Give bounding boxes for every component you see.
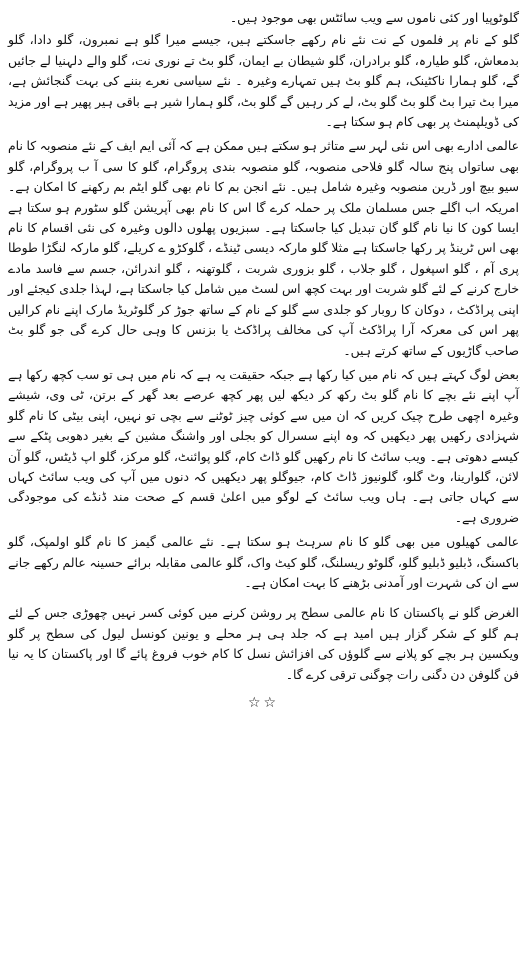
article-paragraph: عالمی ادارے بھی اس نئی لہر سے متاثر ہو سکتے ہیں ممکن ہے کہ آئی ایم ایف کے نئے منصوبہ کا نام بھی ساتواں پنج سالہ گلو فلاحی منصوبہ، گلو منصوبہ بندی پروگرام، گلو کا سی آ ب پروگرام، گلو سیو بیچ اور ڈرین منصوبہ وغیرہ شامل ہیں۔ نئے انجن بم کا نام بھی گلو ایٹم بم رکھنے کا امکان ہے۔ امریکہ اب اگلے جس مسلمان ملک پر حملہ کرے گا اس کا نام بھی آپریشن گلو سٹورم ہو سکتا ہے ایسا کون کا نیا نام گلو گان تبدیل کیا جاسکتا ہے۔ سبزیوں پھلوں دالوں وغیرہ کی نئی اقسام کا نام بھی اس ٹرینڈ پر رکھا جاسکتا ہے مثلا گلو مارکہ دیسی ٹینڈے ، گلوکڑو ے کریلے، گلو مارکہ لنگڑا طوطا پری آم ، گلو اسپغول ، گلو جلاب ، گلو بزوری شربت ، گلوتھنہ ، گلو اندرائن، جسم سے فاسد مادے خارج کرنے کے لئے گلو شربت اور بہت کچھ اس لسٹ میں شامل کیا جاسکتا ہے، لہذا جلدی کیجئے اور اپنی پراڈکٹ ، دوکان کا روبار کو جلدی سے گلو کے نام کے ساتھ جوڑ کر گلوٹریڈ مارک اپنے نام کرالیں پھر اس کی معرکہ آرا پراڈکٹ آپ کی مخالف پراڈکٹ یا بزنس کا وہی حال کرے گی جو گلو بٹ صاحب گاڑیوں کے ساتھ کرتے ہیں۔	[8, 138, 519, 358]
article-paragraph: گلو کے نام پر فلموں کے نت نئے نام رکھے جاسکتے ہیں، جیسے میرا گلو ہے نمبرون، گلو دادا، گلو بدمعاش، گلو طیارہ، گلو برادران، گلو شیطان بے ایمان، گلو بٹ تے نوری نت، گلو والے دلہنیا لے جائیں گے، گلو ہمارا ناکٹینک، ہم گلو بٹ ہیں تمہارے وغیرہ ۔ نئے سیاسی نعرے بننے کی بہت گنجائش ہے، میرا بٹ تیرا بٹ گلو بٹ گلو بٹ، لے کر رہیں گے گلو بٹ، گلو ہمارا شیر ہے باقی ہیر پھیر ہے اور مزید کی ڈویلپمنٹ پر بھی کام ہو سکتا ہے۔	[8, 32, 519, 130]
article-paragraph: الغرض گلو نے پاکستان کا نام عالمی سطح پر روشن کرنے میں کوئی کسر نہیں چھوڑی جس کے لئے ہم گلو کے شکر گزار ہیں امید ہے کہ جلد ہی ہر محلے و یونین کونسل لیول کی سطح پر گلو ویکسین ہر بچے کو پلانے سے گلوؤں کی افزائش نسل کا کام خوب فروغ پائے گا اور پاکستان کا یہ نیا فن گلوفن دن دگنی رات چوگنی ترقی کرے گا۔	[8, 605, 519, 682]
end-of-article-stars: ☆☆	[247, 695, 280, 711]
article-paragraph: بعض لوگ کہتے ہیں کہ نام میں کیا رکھا ہے جبکہ حقیقت یہ ہے کہ نام میں ہی تو سب کچھ رکھا ہے آپ اپنے نئے بچے کا نام گلو بٹ رکھ کر دیکھ لیں پھر کچھ عرصے بعد گھر کے برتن، ٹی وی، شیشے وغیرہ اچھی طرح چیک کریں کہ ان میں سے کوئی چیز ٹوٹنے سے بچی تو نہیں، اپنی بیٹی کا نام گلو شہزادی رکھیں پھر دیکھیں کہ وہ اپنے سسرال کو بجلی اور واشنگ مشین کے بغیر دھوبی پٹکے سے کیسے دھوتی ہے۔ ویب سائٹ کا نام رکھیں گلو ڈاٹ کام، گلو پوائنٹ، گلو مرکز، گلو اپ ڈیٹس، گلو آن لائن، گلوارینا، وٹ گلو، گلونیوز ڈاٹ کام، جیوگلو پھر دیکھیں کہ دنوں میں آپ کی ویب سائٹ کہاں سے کہاں جاتی ہے۔ ہاں ویب سائٹ کے لوگو میں اعلیٰ قسم کے صحت مند ڈنڈے کی موجودگی ضروری ہے۔	[8, 366, 519, 525]
article-paragraph: عالمی کھیلوں میں بھی گلو کا نام سرہٹ ہو سکتا ہے۔ نئے عالمی گیمز کا نام گلو اولمپک، گلو باکسنگ، ڈبلیو ڈبلیو گلو، گلوٹو ریسلنگ، گلو کیٹ واک، گلو عالمی مقابلہ برائے حسینہ عالم رکھے جانے سے ان کی شہرت اور آمدنی بڑھنے کا بہت امکان ہے۔	[8, 534, 519, 590]
article-paragraph: گلوٹوپیا اور کئی ناموں سے ویب سائٹس بھی موجود ہیں۔	[229, 10, 519, 25]
